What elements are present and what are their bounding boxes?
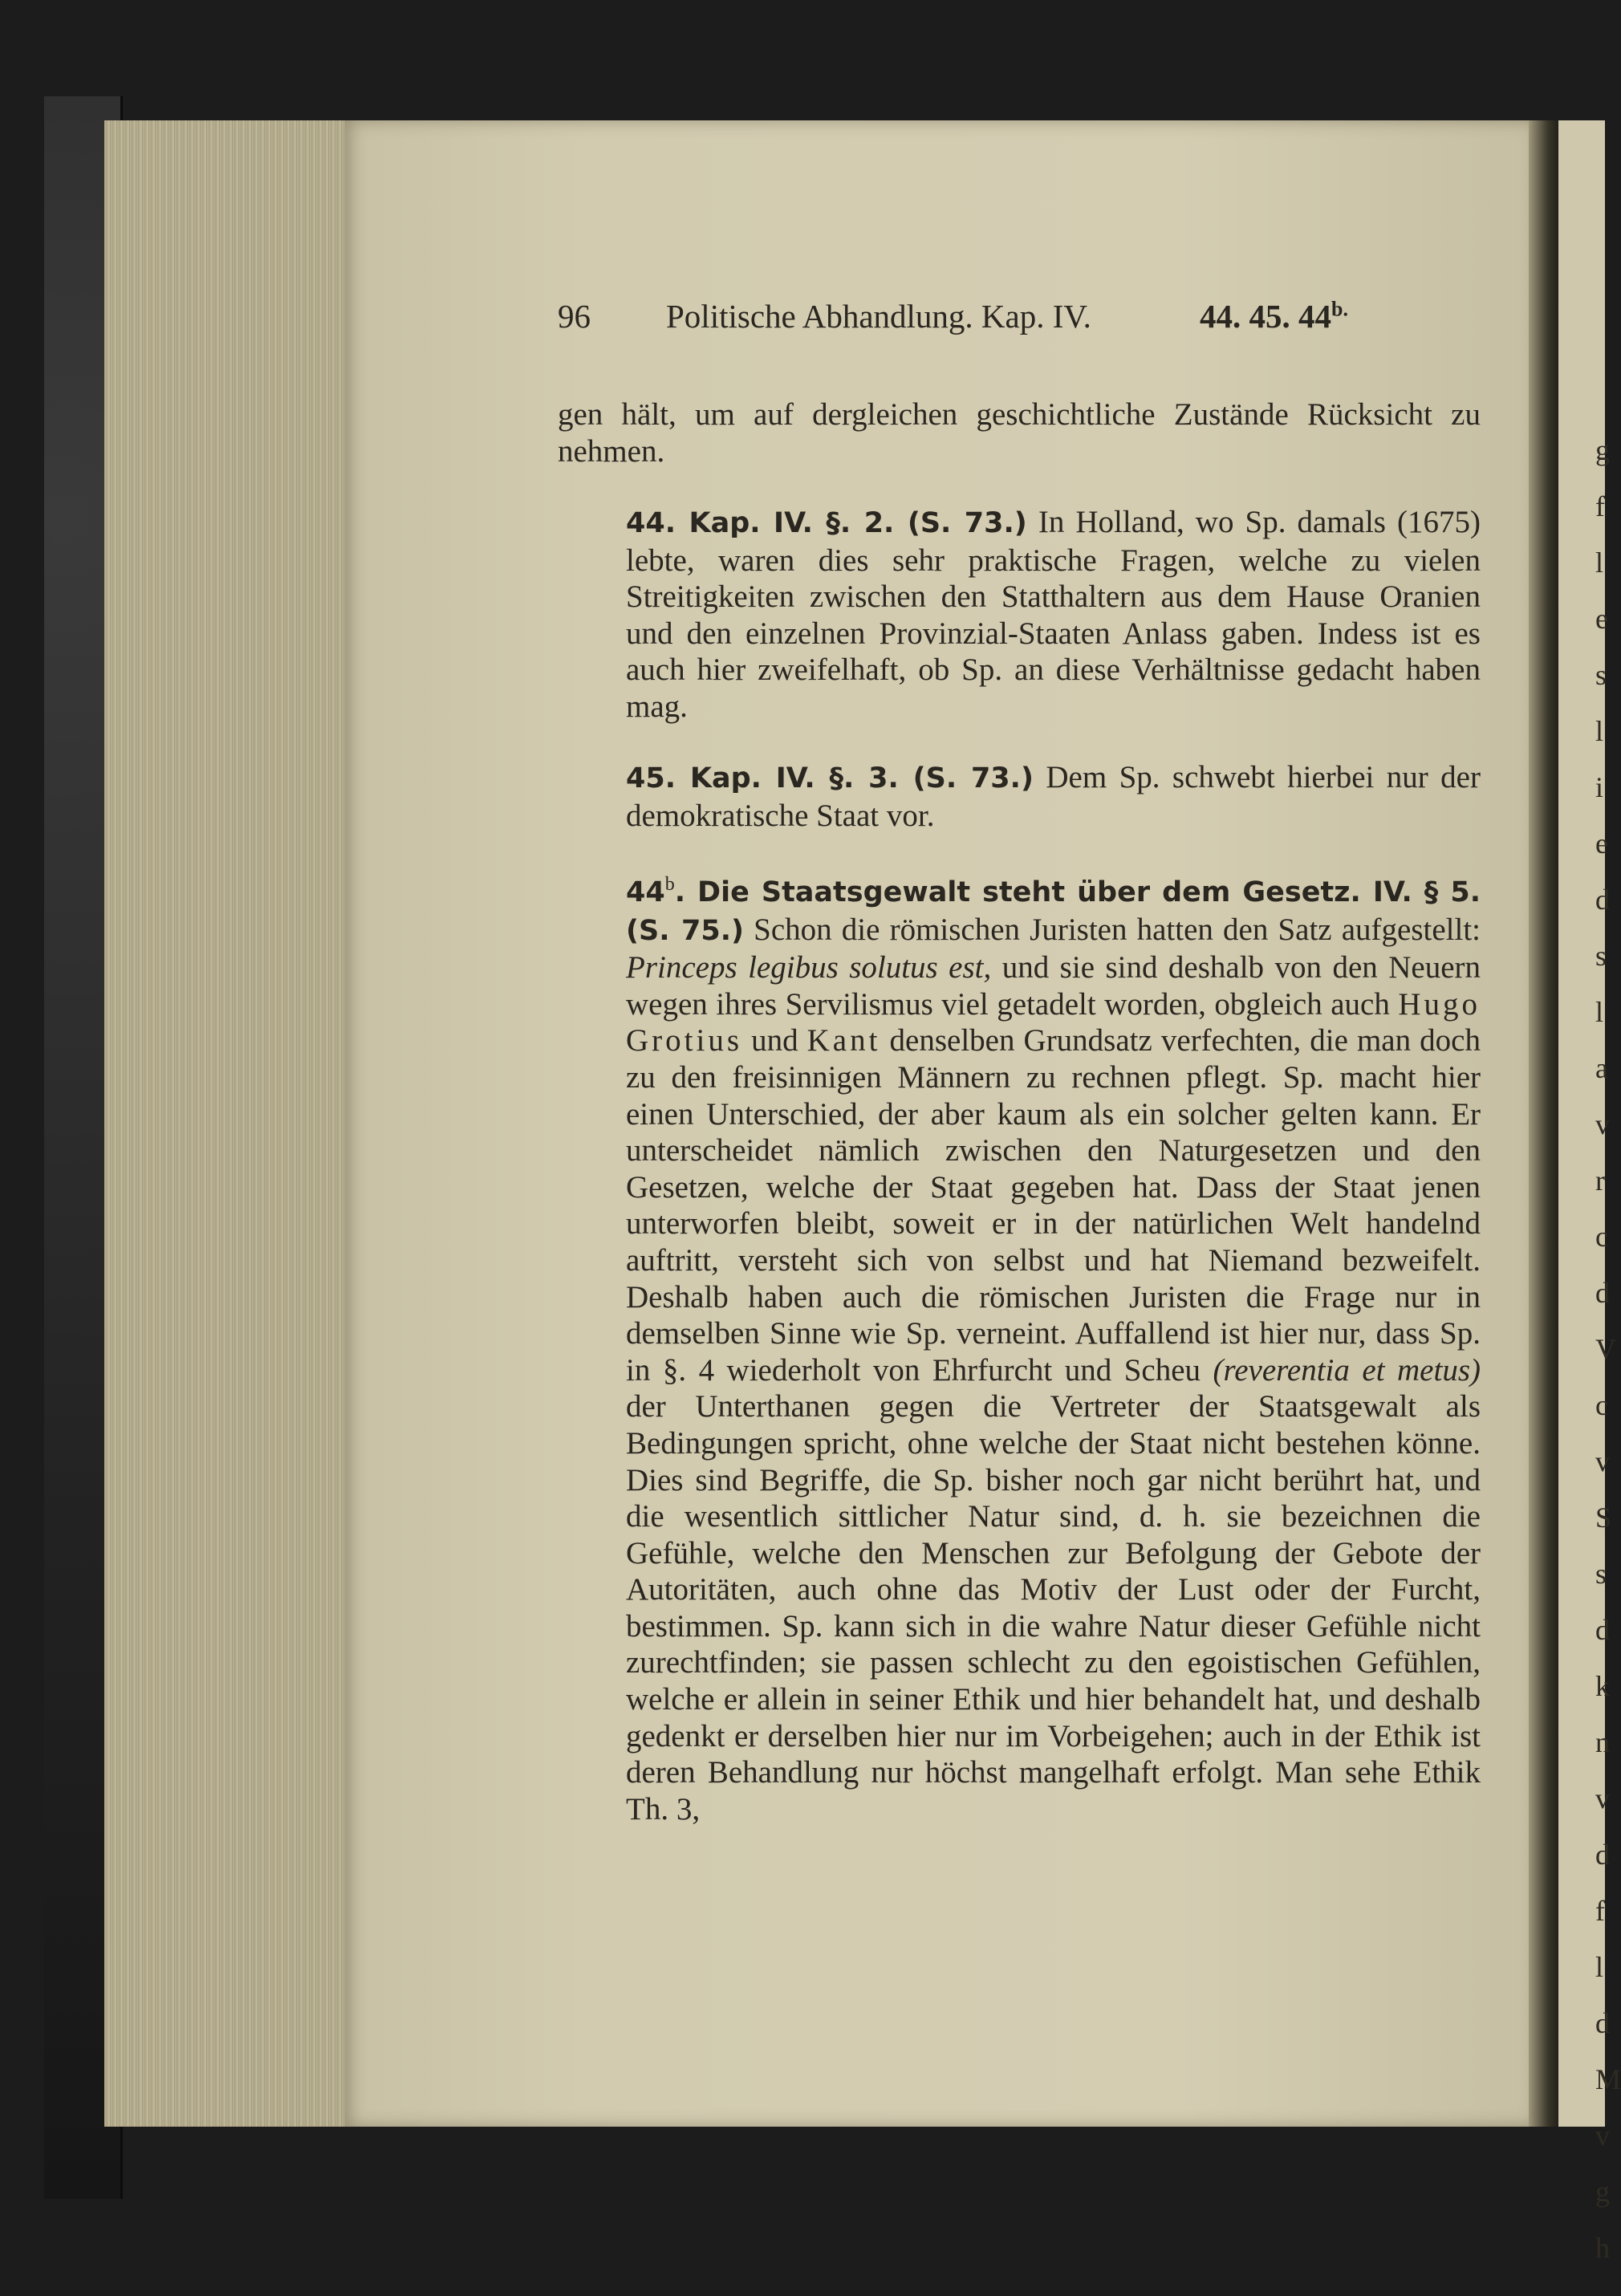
next-page-fragment: e: [1595, 603, 1608, 635]
next-page-fragment: v: [1595, 1782, 1610, 1814]
note-44b-text-1: Schon die römischen Juristen hatten den Satz aufgestellt:: [744, 912, 1481, 947]
next-page-fragment: V: [1595, 1333, 1616, 1365]
next-page-fragment: n: [1595, 1726, 1610, 1758]
note-44b-latin-1: Princeps legibus solutus est,: [626, 950, 992, 985]
book-gutter: [1529, 120, 1561, 2127]
note-44-text: In Holland, wo Sp. damals (1675) lebte, waren dies sehr praktische Fragen, welche zu vielen Streitigkeiten zwischen den Statthaltern aus dem Hause Oranien und den einzelnen Provinzial-Staaten Anlass gaben. Indess ist es auch hier zweifelhaft, ob Sp. an diese Verhältnisse gedacht haben mag.: [626, 505, 1481, 724]
note-44b-heading: . Die Staatsgewalt steht über dem Gesetz. IV. § 5. (S. 75.): [626, 876, 1481, 947]
note-44b-num: 44: [626, 876, 665, 908]
note-44: [558, 504, 1481, 725]
next-page-fragment: s: [1595, 659, 1607, 691]
page-number: 96: [558, 298, 591, 335]
note-44b-name-kant: Kant: [806, 1023, 881, 1059]
next-page-fragment: M: [1595, 2063, 1621, 2095]
next-page-fragment: g: [1595, 434, 1610, 466]
next-page-fragment: s: [1595, 940, 1607, 972]
next-page-fragment: c: [1595, 1389, 1608, 1421]
note-44b-text-3: und: [742, 1023, 807, 1059]
note-45: [558, 759, 1481, 834]
next-page-fragment: h: [1595, 2232, 1610, 2264]
note-44-body: [558, 504, 1481, 725]
note-45-ref: 45. Kap. IV. §. 3. (S. 73.): [626, 762, 1034, 794]
next-page-fragment: g: [1595, 2176, 1610, 2208]
note-44-ref: 44. Kap. IV. §. 2. (S. 73.): [626, 507, 1027, 539]
page-edges: [104, 120, 347, 2127]
next-page-fragment: d: [1595, 1277, 1610, 1309]
note-44b-latin-2: (reverentia et metus): [1213, 1352, 1481, 1388]
note-44b: [558, 867, 1481, 1827]
next-page-fragment: d: [1595, 884, 1610, 916]
next-page-fragment: S: [1595, 1502, 1612, 1534]
header-sections-sup: b.: [1331, 297, 1348, 321]
next-page-fragment: v: [1595, 1445, 1610, 1477]
next-page-fragment: l: [1595, 1951, 1604, 1983]
next-page-fragment: f: [1595, 490, 1605, 522]
next-page-fragment: c: [1595, 1221, 1608, 1253]
next-page-fragment: e: [1595, 827, 1608, 859]
next-page-fragment: d: [1595, 1839, 1610, 1871]
note-44b-text-2: und sie sind deshalb von den Neuern wegen ihres Servilismus viel getadelt worden, obgleich auch: [626, 950, 1481, 1022]
paragraph-text: gen hält, um auf dergleichen geschichtliche Zustände Rücksicht zu nehmen.: [558, 397, 1481, 469]
next-page-edge: [1558, 120, 1621, 2264]
next-page-fragment: l: [1595, 547, 1604, 579]
next-page-fragment: s: [1595, 1558, 1607, 1590]
note-44b-name-grotius: Hugo Grotius: [626, 986, 1481, 1059]
next-page-fragment: l: [1595, 996, 1604, 1028]
next-page-fragment: d: [1595, 2007, 1610, 2039]
note-44b-text-4: denselben Grundsatz verfechten, die man doch zu den freisinnigen Männern zu rechnen pflegt. Sp. macht hier einen Unterschied, der aber kaum als ein solcher gelten kann. Er unterscheidet nämlich zwischen den Naturgesetzen und den Gesetzen, welche der Staat gegeben hat. Dass der Staat jenen unterworfen bleibt, soweit er in der natürlichen Welt handelnd auftritt, versteht sich von selbst und hat Niemand bezweifelt. Deshalb haben auch die römischen Juristen die Frage nur in demselben Sinne wie Sp. verneint. Auffallend ist hier nur, dass Sp. in §. 4 wiederholt von Ehrfurcht und Scheu: [626, 1023, 1481, 1388]
next-page-fragment: v: [1595, 1108, 1610, 1140]
note-45-text: Dem Sp. schwebt hierbei nur der demokratische Staat vor.: [626, 760, 1481, 833]
next-page-fragment: v: [1595, 2119, 1610, 2152]
next-page-fragment: k: [1595, 1670, 1610, 1702]
next-page-fragment: a: [1595, 1052, 1608, 1084]
next-page-fragment: d: [1595, 1614, 1610, 1646]
running-header: [558, 297, 1481, 345]
next-page-fragment: i: [1595, 771, 1604, 803]
header-title: Politische Abhandlung. Kap. IV.: [666, 298, 1091, 335]
note-45-body: [558, 759, 1481, 834]
next-page-fragment: l: [1595, 715, 1604, 747]
next-page-fragment: f: [1595, 1895, 1605, 1927]
header-sections: [1200, 297, 1348, 335]
note-44b-sup: b: [664, 874, 675, 895]
paragraph-continuation: [558, 396, 1481, 469]
note-44b-body: [558, 867, 1481, 1827]
header-sections-text: 44. 45. 44: [1200, 298, 1331, 335]
note-44b-text-5: der Unterthanen gegen die Vertreter der Staatsgewalt als Bedingungen spricht, ohne welche der Staat nicht bestehen könne. Dies sind Begriffe, die Sp. bisher noch gar nicht berührt hat, und die wesentlich sittlicher Natur sind, d. h. sie bezeichnen die Gefühle, welche den Menschen zur Befolgung der Gebote der Autoritäten, auch ohne das Motiv der Lust oder der Furcht, bestimmen. Sp. kann sich in die wahre Natur dieser Gefühle nicht zurechtfinden; sie passen schlecht zu den egoistischen Gefühlen, welche er allein in seiner Ethik und hier behandelt hat, und deshalb gedenkt er derselben hier nur im Vorbeigehen; auch in der Ethik ist deren Behandlung nur höchst mangelhaft erfolgt. Man sehe Ethik Th. 3,: [626, 1389, 1481, 1827]
next-page-fragment: r: [1595, 1164, 1605, 1197]
